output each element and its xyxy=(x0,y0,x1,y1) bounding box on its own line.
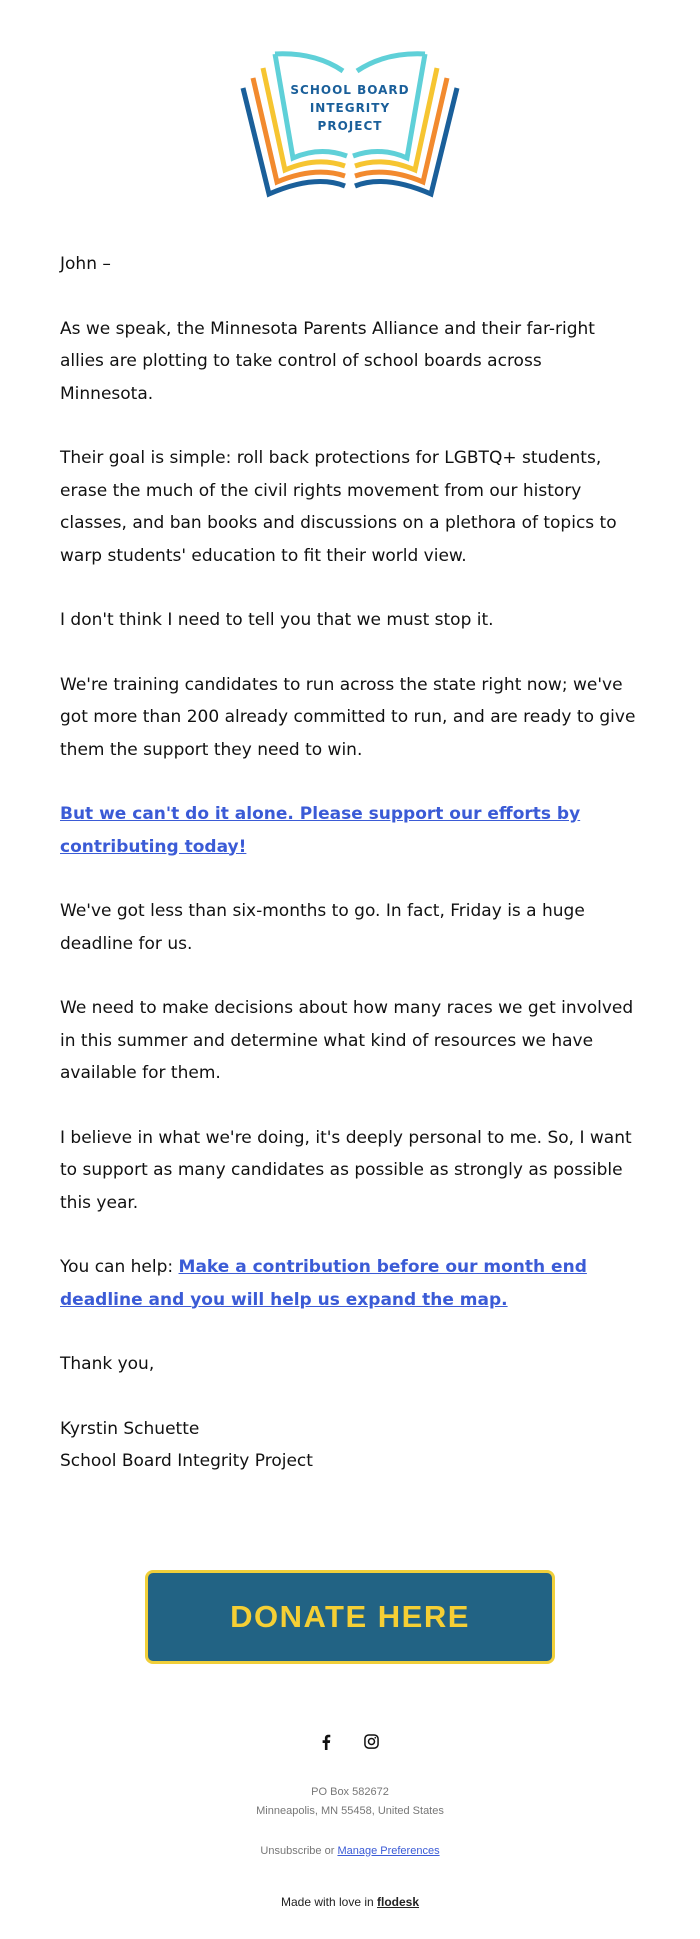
paragraph: As we speak, the Minnesota Parents Alliance and their far-right allies are plotting to take control of school boards across Minnesota. xyxy=(60,318,595,404)
school-board-integrity-project-logo xyxy=(235,46,465,198)
instagram-icon[interactable] xyxy=(364,1734,379,1754)
social-links xyxy=(0,1734,700,1758)
footer xyxy=(0,1783,700,1861)
flodesk-link[interactable]: flodesk xyxy=(377,1894,420,1909)
made-prefix: Made with love in xyxy=(280,1894,378,1909)
paragraph: We've got less than six-months to go. In fact, Friday is a huge deadline for us. xyxy=(60,901,585,954)
support-link[interactable]: But we can't do it alone. Please support our efforts by contributing today! xyxy=(60,804,581,857)
paragraph: We need to make decisions about how many races we get involved in this summer and determine what kind of resources we have available for them. xyxy=(60,998,634,1083)
address-line-1: PO Box 582672 xyxy=(311,1785,389,1798)
paragraph: I believe in what we're doing, it's deeply personal to me. So, I want to support as many candidates as possible as strongly as possible this year. xyxy=(60,1127,632,1213)
manage-preferences-link[interactable]: Manage Preferences xyxy=(337,1844,440,1857)
svg-text:SCHOOL BOARD: SCHOOL BOARD xyxy=(290,83,410,97)
help-paragraph xyxy=(60,1251,640,1316)
signature-org: School Board Integrity Project xyxy=(60,1451,313,1471)
signature-name: Kyrstin Schuette xyxy=(60,1418,200,1439)
help-prefix: You can help: xyxy=(60,1257,179,1277)
paragraph: I don't think I need to tell you that we must stop it. xyxy=(60,610,494,630)
email-body xyxy=(0,248,700,1478)
closing: Thank you, xyxy=(60,1354,155,1374)
contribution-link[interactable]: Make a contribution before our month end deadline and you will help us expand the map. xyxy=(60,1257,587,1310)
donate-button[interactable]: DONATE HERE xyxy=(145,1570,555,1664)
svg-text:INTEGRITY: INTEGRITY xyxy=(309,101,391,115)
address-line-2: Minneapolis, MN 55458, United States xyxy=(256,1804,444,1817)
paragraph: Their goal is simple: roll back protections for LGBTQ+ students, erase the much of the civil rights movement from our history classes, and ban books and discussions on a plethora of topics to warp students' education to fit their world view. xyxy=(60,448,617,566)
greeting: John – xyxy=(60,254,111,274)
email-page xyxy=(0,46,700,1939)
unsubscribe-link[interactable]: Unsubscribe xyxy=(260,1844,322,1857)
svg-text:PROJECT: PROJECT xyxy=(317,119,383,133)
or-text: or xyxy=(321,1844,338,1857)
facebook-icon[interactable] xyxy=(321,1734,331,1755)
made-with-love xyxy=(0,1895,700,1939)
paragraph: We're training candidates to run across the state right now; we've got more than 200 already committed to run, and are ready to give them the support they need to win. xyxy=(60,674,636,760)
